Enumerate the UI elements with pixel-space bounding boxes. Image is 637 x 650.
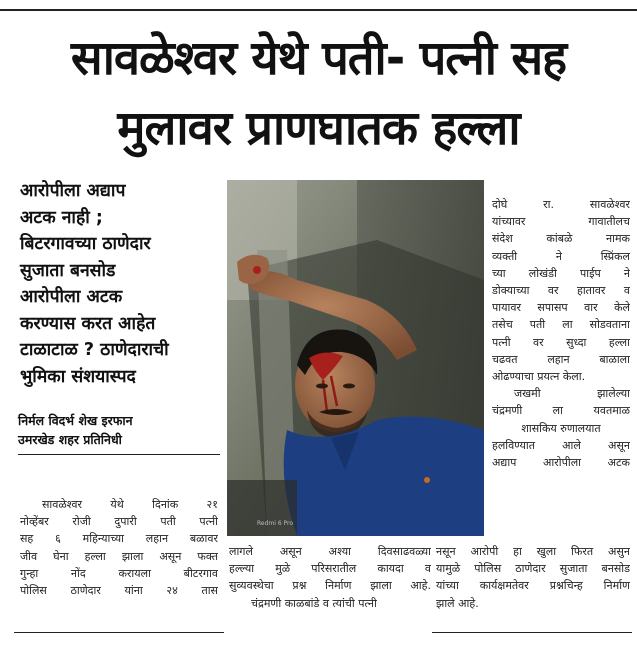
article-line: गुन्हा नोंद करायला बीटरगाव [20,566,218,580]
article-line: पत्नी वर सुध्दा हल्ला [492,335,630,349]
article-line: चढवत लहान बाळाला [492,352,630,366]
subheading-line: करण्यास करत आहेत [20,313,156,334]
article-line: सह ६ महिन्याच्या लहान बळावर [20,532,218,546]
article-line: हल्ल्या मुळे परिसरातील कायदा व [229,562,431,576]
byline-role: उमरखेड शहर प्रतिनिधी [18,432,122,447]
article-line: डोक्याच्या वर हातावर व [492,284,630,298]
article-line: यांच्यावर गावातीलच [492,215,630,229]
article-line: दोघे रा. सावळेश्वर [492,198,630,211]
article-line: जखमी झालेल्या [514,387,630,401]
article-line: ओढण्याचा प्रयत्न केला. [492,370,586,384]
article-line: पोलिस ठाणेदार यांना २४ तास [20,584,218,598]
subheading-line: आरोपीला अटक [20,287,123,307]
subheading-line: टाळाटाळ ? ठाणेदाराची [20,340,169,360]
subheading-line: आरोपीला अद्याप [20,181,126,201]
article-line: व्यक्ती ने स्प्रिंकल [492,249,630,263]
article-line: सुव्यवस्थेचा प्रश्न निर्माण झाला आहे. [229,579,431,593]
article-line: चंद्रमणी काळबांडे व त्यांची पत्नी [251,596,377,610]
article-line: च्या लोखंडी पाईप ने [492,266,630,280]
article-line: पायावर सपासप वार केले [492,301,630,315]
subheading-line: अटक नाही ; [20,207,103,228]
byline [18,411,223,449]
article-line: यामुळे पोलिस ठाणेदार सुजाता बनसोड [436,562,630,576]
bottom-rule-right [432,632,632,633]
headline-line-1: सावळेश्वर येथे पती- पत्नी सह [70,31,567,86]
bottom-rule-left [14,632,224,633]
photo-watermark: Redmi 6 Pro [257,520,294,527]
article-column-right [492,196,630,471]
article-line: झाले आहे. [436,596,479,610]
article-column-left [20,496,218,599]
article-line: तसेच पती ला सोडवताना [492,318,630,332]
article-line: सावळेश्वर येथे दिनांक २१ [42,498,218,511]
article-line: जीव घेना हल्ला झाला असून फक्त [20,549,218,563]
article-column-middle [229,543,431,612]
byline-author: निर्मल विदर्भ शेख इरफान [18,413,133,428]
article-line: हलविण्यात आले असून [492,438,630,452]
subheading [20,178,220,390]
article-line: संदेश कांबळे नामक [492,232,630,246]
top-rule [0,9,637,11]
headline-line-2: मुलावर प्राणघातक हल्ला [117,101,520,156]
byline-rule [18,454,220,455]
article-line: चंद्रमणी ला यवतमाळ [492,404,630,418]
subheading-line: सुजाता बनसोड [20,260,116,281]
article-line: नोव्हेंबर रोजी दुपारी पती पत्नी [20,515,218,529]
article-line: यांच्या कार्यक्षमतेवर प्रश्नचिन्ह निर्माण [436,579,630,593]
subheading-line: बिटरगावच्या ठाणेदार [20,234,151,254]
victim-photo [227,180,484,536]
article-line: शासकिय रुणालयात [521,421,601,435]
article-line: अद्याप आरोपीला अटक [492,456,630,470]
article-column-right-bottom [436,543,630,612]
subheading-line: भुमिका संशयास्पद [20,366,136,387]
article-line: नसून आरोपी हा खुला फिरत असुन [436,545,630,558]
victim-photo-image [227,180,484,536]
article-line: लागले असून अश्या दिवसाढवळ्या [229,545,431,558]
